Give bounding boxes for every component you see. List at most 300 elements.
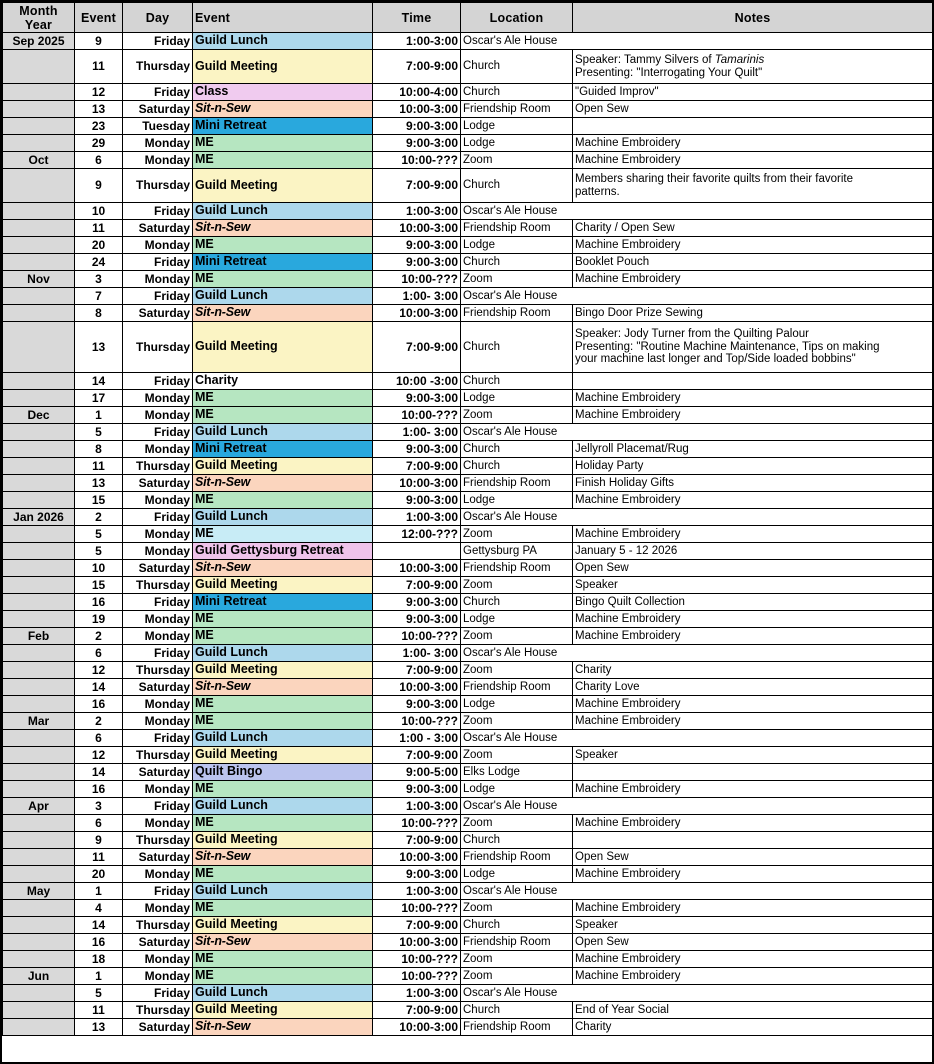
cell-month[interactable] [3,611,75,628]
cell-month[interactable] [3,203,75,220]
cell-month[interactable] [3,849,75,866]
cell-location[interactable]: Friendship Room [461,1019,573,1036]
table-row[interactable] [3,203,933,220]
cell-month[interactable] [3,764,75,781]
cell-num[interactable]: 5 [75,543,123,560]
cell-event[interactable]: Guild Meeting [193,50,373,84]
cell-location[interactable]: Church [461,458,573,475]
cell-num[interactable]: 6 [75,730,123,747]
cell-num[interactable]: 6 [75,152,123,169]
cell-time[interactable]: 10:00-4:00 [373,84,461,101]
cell-location[interactable]: Zoom [461,713,573,730]
cell-notes[interactable] [573,237,933,254]
cell-num[interactable]: 11 [75,1002,123,1019]
cell-time[interactable]: 10:00-3:00 [373,560,461,577]
cell-month[interactable] [3,220,75,237]
cell-day[interactable]: Monday [123,713,193,730]
cell-notes[interactable] [573,458,933,475]
cell-day[interactable]: Saturday [123,475,193,492]
cell-event[interactable]: Guild Meeting [193,917,373,934]
table-row[interactable] [3,832,933,849]
cell-event[interactable]: Mini Retreat [193,441,373,458]
table-row[interactable] [3,968,933,985]
cell-num[interactable]: 2 [75,628,123,645]
cell-day[interactable]: Friday [123,985,193,1002]
cell-day[interactable]: Friday [123,798,193,815]
cell-location[interactable]: Friendship Room [461,101,573,118]
cell-time[interactable]: 9:00-3:00 [373,118,461,135]
cell-num[interactable]: 9 [75,832,123,849]
cell-day[interactable]: Thursday [123,747,193,764]
cell-time[interactable]: 1:00-3:00 [373,798,461,815]
cell-event[interactable]: ME [193,526,373,543]
cell-location[interactable]: Friendship Room [461,220,573,237]
cell-day[interactable]: Saturday [123,220,193,237]
cell-event[interactable]: Guild Lunch [193,288,373,305]
cell-notes[interactable] [573,747,933,764]
cell-num[interactable]: 9 [75,33,123,50]
table-row[interactable] [3,985,933,1002]
cell-event[interactable]: Sit-n-Sew [193,849,373,866]
cell-month[interactable] [3,322,75,373]
cell-location[interactable]: Church [461,322,573,373]
cell-notes[interactable] [573,220,933,237]
table-row[interactable] [3,152,933,169]
cell-location[interactable]: Lodge [461,696,573,713]
cell-num[interactable]: 3 [75,271,123,288]
cell-event[interactable]: Guild Lunch [193,985,373,1002]
cell-month[interactable] [3,475,75,492]
cell-num[interactable]: 1 [75,407,123,424]
cell-location[interactable]: Lodge [461,390,573,407]
cell-day[interactable]: Friday [123,373,193,390]
cell-time[interactable]: 7:00-9:00 [373,917,461,934]
cell-time[interactable]: 10:00-??? [373,815,461,832]
cell-month[interactable] [3,696,75,713]
cell-day[interactable]: Saturday [123,560,193,577]
table-row[interactable] [3,611,933,628]
cell-location[interactable]: Zoom [461,271,573,288]
table-row[interactable] [3,305,933,322]
cell-event[interactable]: ME [193,611,373,628]
table-row[interactable] [3,866,933,883]
table-row[interactable] [3,849,933,866]
cell-event[interactable]: ME [193,237,373,254]
cell-num[interactable]: 8 [75,441,123,458]
cell-num[interactable]: 14 [75,373,123,390]
cell-location[interactable]: Zoom [461,662,573,679]
cell-notes[interactable] [573,441,933,458]
cell-month[interactable] [3,934,75,951]
cell-day[interactable]: Friday [123,288,193,305]
cell-notes[interactable] [573,390,933,407]
cell-event[interactable]: ME [193,628,373,645]
cell-notes[interactable] [573,1002,933,1019]
cell-event[interactable]: Guild Meeting [193,458,373,475]
table-row[interactable] [3,1002,933,1019]
cell-notes[interactable] [573,492,933,509]
cell-event[interactable]: Guild Lunch [193,424,373,441]
cell-day[interactable]: Thursday [123,1002,193,1019]
cell-notes[interactable] [573,322,933,373]
cell-location[interactable]: Oscar's Ale House [461,33,933,50]
cell-day[interactable]: Monday [123,900,193,917]
cell-num[interactable]: 19 [75,611,123,628]
cell-month[interactable] [3,492,75,509]
cell-location[interactable]: Church [461,594,573,611]
cell-num[interactable]: 14 [75,917,123,934]
cell-location[interactable]: Church [461,169,573,203]
cell-notes[interactable] [573,101,933,118]
cell-location[interactable]: Lodge [461,118,573,135]
cell-notes[interactable] [573,696,933,713]
cell-num[interactable]: 29 [75,135,123,152]
table-row[interactable] [3,560,933,577]
cell-num[interactable]: 11 [75,458,123,475]
cell-num[interactable]: 24 [75,254,123,271]
cell-notes[interactable] [573,1019,933,1036]
cell-num[interactable]: 5 [75,526,123,543]
table-row[interactable] [3,798,933,815]
cell-day[interactable]: Friday [123,33,193,50]
cell-location[interactable]: Lodge [461,781,573,798]
cell-month[interactable] [3,900,75,917]
cell-event[interactable]: Mini Retreat [193,118,373,135]
table-row[interactable] [3,492,933,509]
cell-event[interactable]: Guild Lunch [193,645,373,662]
cell-day[interactable]: Monday [123,441,193,458]
cell-time[interactable]: 1:00-3:00 [373,985,461,1002]
cell-location[interactable]: Friendship Room [461,560,573,577]
cell-event[interactable]: ME [193,135,373,152]
cell-day[interactable]: Friday [123,730,193,747]
cell-event[interactable]: Mini Retreat [193,254,373,271]
cell-num[interactable]: 20 [75,237,123,254]
table-row[interactable] [3,475,933,492]
cell-day[interactable]: Monday [123,815,193,832]
cell-month[interactable] [3,169,75,203]
table-row[interactable] [3,577,933,594]
table-row[interactable] [3,373,933,390]
cell-time[interactable]: 7:00-9:00 [373,322,461,373]
cell-month[interactable] [3,866,75,883]
cell-notes[interactable] [573,305,933,322]
cell-month[interactable]: Apr [3,798,75,815]
cell-day[interactable]: Monday [123,135,193,152]
cell-event[interactable]: ME [193,968,373,985]
cell-day[interactable]: Saturday [123,934,193,951]
cell-event[interactable]: Sit-n-Sew [193,305,373,322]
cell-event[interactable]: ME [193,696,373,713]
cell-event[interactable]: Sit-n-Sew [193,560,373,577]
cell-month[interactable] [3,390,75,407]
cell-time[interactable]: 12:00-??? [373,526,461,543]
cell-notes[interactable] [573,679,933,696]
cell-event[interactable]: Guild Meeting [193,577,373,594]
cell-event[interactable]: Guild Lunch [193,33,373,50]
cell-time[interactable]: 10:00-??? [373,271,461,288]
cell-month[interactable] [3,84,75,101]
cell-month[interactable] [3,577,75,594]
cell-num[interactable]: 14 [75,764,123,781]
cell-time[interactable]: 1:00-3:00 [373,33,461,50]
table-row[interactable] [3,594,933,611]
cell-event[interactable]: ME [193,815,373,832]
cell-notes[interactable] [573,662,933,679]
cell-event[interactable]: Guild Lunch [193,509,373,526]
cell-time[interactable] [373,543,461,560]
cell-location[interactable]: Church [461,832,573,849]
cell-time[interactable]: 1:00- 3:00 [373,424,461,441]
cell-event[interactable]: Sit-n-Sew [193,220,373,237]
cell-month[interactable] [3,118,75,135]
cell-time[interactable]: 10:00-??? [373,628,461,645]
cell-time[interactable]: 10:00-3:00 [373,679,461,696]
cell-time[interactable]: 1:00-3:00 [373,509,461,526]
cell-event[interactable]: Quilt Bingo [193,764,373,781]
cell-day[interactable]: Friday [123,594,193,611]
cell-day[interactable]: Monday [123,866,193,883]
cell-num[interactable]: 18 [75,951,123,968]
cell-day[interactable]: Saturday [123,849,193,866]
cell-num[interactable]: 14 [75,679,123,696]
cell-time[interactable]: 10:00-3:00 [373,849,461,866]
column-header-month-year[interactable] [3,3,75,33]
cell-notes[interactable] [573,118,933,135]
cell-num[interactable]: 11 [75,220,123,237]
cell-day[interactable]: Monday [123,543,193,560]
cell-day[interactable]: Thursday [123,662,193,679]
cell-time[interactable]: 9:00-3:00 [373,866,461,883]
table-row[interactable] [3,33,933,50]
cell-day[interactable]: Saturday [123,1019,193,1036]
cell-notes[interactable] [573,526,933,543]
cell-time[interactable]: 10:00-??? [373,951,461,968]
table-row[interactable] [3,84,933,101]
cell-num[interactable]: 13 [75,475,123,492]
cell-num[interactable]: 10 [75,560,123,577]
cell-day[interactable]: Monday [123,237,193,254]
cell-num[interactable]: 11 [75,50,123,84]
cell-day[interactable]: Monday [123,152,193,169]
cell-event[interactable]: Mini Retreat [193,594,373,611]
cell-month[interactable] [3,1019,75,1036]
cell-notes[interactable] [573,543,933,560]
cell-event[interactable]: ME [193,390,373,407]
cell-event[interactable]: ME [193,271,373,288]
cell-num[interactable]: 1 [75,968,123,985]
cell-month[interactable] [3,594,75,611]
cell-location[interactable]: Oscar's Ale House [461,509,933,526]
cell-time[interactable]: 7:00-9:00 [373,458,461,475]
cell-day[interactable]: Monday [123,407,193,424]
cell-month[interactable]: Jun [3,968,75,985]
table-row[interactable] [3,730,933,747]
table-row[interactable] [3,509,933,526]
cell-month[interactable] [3,373,75,390]
table-row[interactable] [3,390,933,407]
table-row[interactable] [3,543,933,560]
cell-notes[interactable] [573,152,933,169]
table-row[interactable] [3,747,933,764]
cell-day[interactable]: Monday [123,628,193,645]
cell-day[interactable]: Tuesday [123,118,193,135]
cell-time[interactable]: 10:00-3:00 [373,475,461,492]
cell-notes[interactable] [573,475,933,492]
table-row[interactable] [3,781,933,798]
cell-month[interactable]: Oct [3,152,75,169]
cell-day[interactable]: Monday [123,611,193,628]
cell-day[interactable]: Monday [123,271,193,288]
cell-day[interactable]: Thursday [123,50,193,84]
table-row[interactable] [3,713,933,730]
cell-time[interactable]: 9:00-3:00 [373,611,461,628]
cell-time[interactable]: 9:00-3:00 [373,237,461,254]
cell-location[interactable]: Zoom [461,968,573,985]
cell-num[interactable]: 12 [75,84,123,101]
cell-notes[interactable] [573,628,933,645]
cell-event[interactable]: Sit-n-Sew [193,475,373,492]
table-row[interactable] [3,951,933,968]
table-row[interactable] [3,900,933,917]
column-header-event-number[interactable]: Event [75,3,123,33]
cell-event[interactable]: Class [193,84,373,101]
cell-event[interactable]: ME [193,866,373,883]
cell-num[interactable]: 23 [75,118,123,135]
cell-num[interactable]: 5 [75,985,123,1002]
cell-event[interactable]: ME [193,900,373,917]
cell-month[interactable] [3,458,75,475]
cell-event[interactable]: Guild Meeting [193,747,373,764]
cell-location[interactable]: Oscar's Ale House [461,985,933,1002]
cell-time[interactable]: 1:00- 3:00 [373,645,461,662]
cell-num[interactable]: 12 [75,747,123,764]
cell-time[interactable]: 1:00- 3:00 [373,288,461,305]
cell-event[interactable]: Guild Meeting [193,1002,373,1019]
cell-time[interactable]: 10:00-??? [373,152,461,169]
cell-notes[interactable] [573,866,933,883]
cell-num[interactable]: 16 [75,934,123,951]
cell-day[interactable]: Monday [123,390,193,407]
cell-num[interactable]: 15 [75,577,123,594]
cell-day[interactable]: Friday [123,254,193,271]
cell-location[interactable]: Zoom [461,900,573,917]
table-row[interactable] [3,288,933,305]
cell-location[interactable]: Friendship Room [461,849,573,866]
cell-time[interactable]: 10:00-??? [373,900,461,917]
cell-month[interactable] [3,781,75,798]
table-row[interactable] [3,645,933,662]
cell-notes[interactable] [573,815,933,832]
cell-day[interactable]: Monday [123,781,193,798]
cell-time[interactable]: 1:00-3:00 [373,883,461,900]
cell-time[interactable]: 9:00-3:00 [373,135,461,152]
cell-day[interactable]: Saturday [123,764,193,781]
table-row[interactable] [3,101,933,118]
cell-event[interactable]: Guild Gettysburg Retreat [193,543,373,560]
cell-num[interactable]: 8 [75,305,123,322]
cell-num[interactable]: 6 [75,815,123,832]
cell-event[interactable]: ME [193,713,373,730]
cell-month[interactable] [3,135,75,152]
cell-event[interactable]: Guild Lunch [193,798,373,815]
cell-time[interactable]: 7:00-9:00 [373,662,461,679]
cell-notes[interactable] [573,50,933,84]
cell-event[interactable]: ME [193,951,373,968]
cell-time[interactable]: 7:00-9:00 [373,1002,461,1019]
cell-num[interactable]: 4 [75,900,123,917]
cell-month[interactable] [3,305,75,322]
cell-notes[interactable] [573,900,933,917]
cell-location[interactable]: Oscar's Ale House [461,798,933,815]
cell-location[interactable]: Lodge [461,866,573,883]
cell-num[interactable]: 12 [75,662,123,679]
cell-event[interactable]: Sit-n-Sew [193,679,373,696]
cell-location[interactable]: Church [461,254,573,271]
cell-num[interactable]: 15 [75,492,123,509]
cell-num[interactable]: 1 [75,883,123,900]
cell-location[interactable]: Friendship Room [461,475,573,492]
cell-day[interactable]: Thursday [123,577,193,594]
cell-event[interactable]: Guild Meeting [193,662,373,679]
cell-notes[interactable] [573,271,933,288]
cell-location[interactable]: Church [461,1002,573,1019]
cell-month[interactable]: Feb [3,628,75,645]
cell-time[interactable]: 7:00-9:00 [373,832,461,849]
cell-notes[interactable] [573,832,933,849]
table-row[interactable] [3,526,933,543]
cell-location[interactable]: Lodge [461,135,573,152]
cell-day[interactable]: Saturday [123,679,193,696]
cell-day[interactable]: Saturday [123,101,193,118]
cell-month[interactable] [3,645,75,662]
cell-time[interactable]: 9:00-3:00 [373,492,461,509]
cell-month[interactable] [3,543,75,560]
table-row[interactable] [3,696,933,713]
cell-day[interactable]: Friday [123,645,193,662]
table-row[interactable] [3,917,933,934]
column-header-notes[interactable]: Notes [573,3,933,33]
cell-day[interactable]: Friday [123,883,193,900]
cell-time[interactable]: 9:00-3:00 [373,781,461,798]
table-row[interactable] [3,407,933,424]
cell-notes[interactable] [573,407,933,424]
cell-location[interactable]: Church [461,84,573,101]
cell-month[interactable] [3,50,75,84]
cell-location[interactable]: Lodge [461,492,573,509]
cell-day[interactable]: Friday [123,424,193,441]
cell-day[interactable]: Monday [123,526,193,543]
cell-month[interactable] [3,730,75,747]
cell-location[interactable]: Friendship Room [461,305,573,322]
column-header-event[interactable]: Event [193,3,373,33]
cell-event[interactable]: Charity [193,373,373,390]
cell-time[interactable]: 7:00-9:00 [373,50,461,84]
cell-location[interactable]: Church [461,441,573,458]
cell-day[interactable]: Thursday [123,322,193,373]
cell-event[interactable]: Guild Lunch [193,730,373,747]
cell-month[interactable] [3,254,75,271]
cell-num[interactable]: 20 [75,866,123,883]
cell-month[interactable]: Nov [3,271,75,288]
cell-notes[interactable] [573,594,933,611]
cell-num[interactable]: 6 [75,645,123,662]
cell-day[interactable]: Saturday [123,305,193,322]
cell-location[interactable]: Gettysburg PA [461,543,573,560]
cell-notes[interactable] [573,560,933,577]
cell-event[interactable]: Sit-n-Sew [193,1019,373,1036]
cell-month[interactable]: Jan 2026 [3,509,75,526]
